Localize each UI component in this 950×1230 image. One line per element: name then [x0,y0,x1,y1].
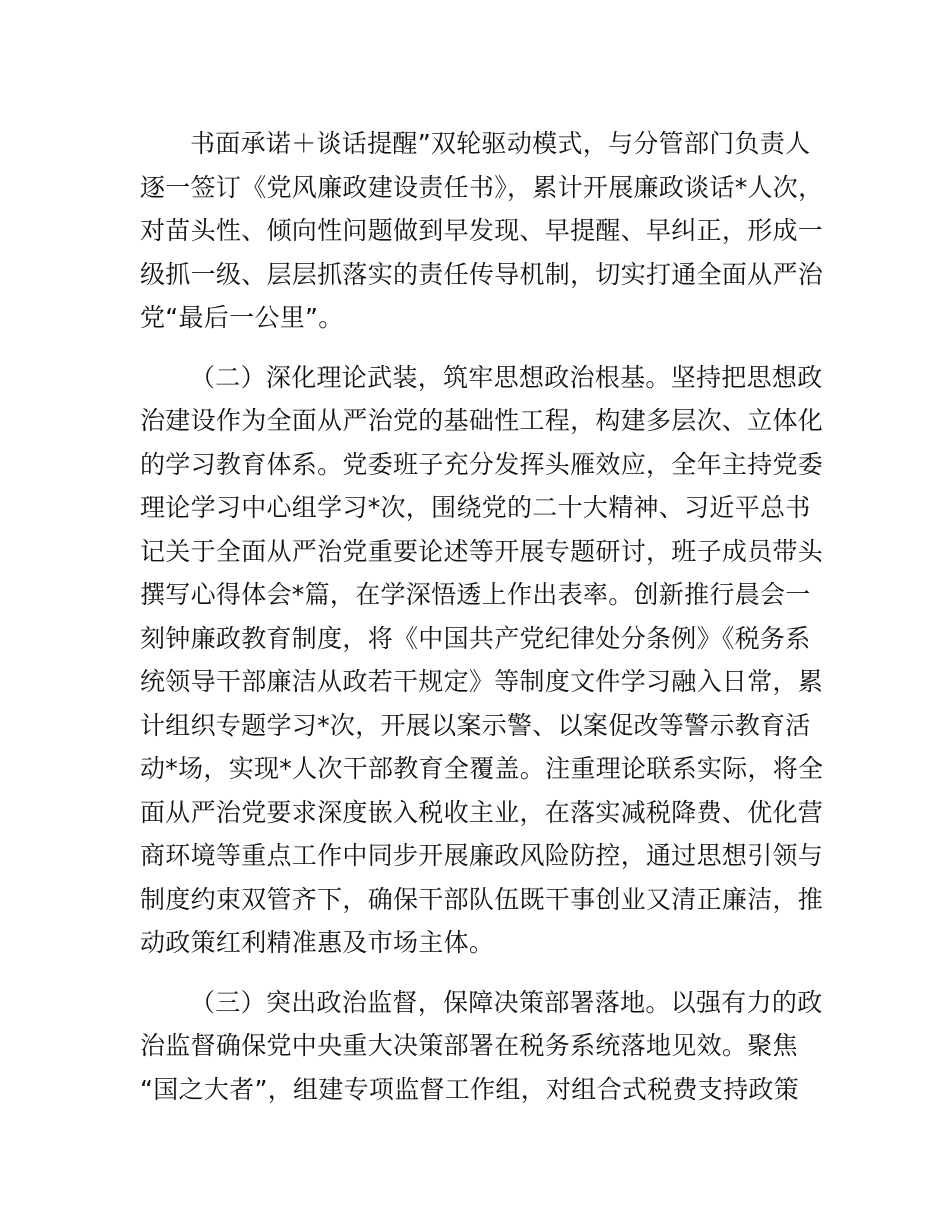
text-line: 理论学习中心组学习*次，围绕党的二十大精神、习近平总书 [140,493,811,522]
text-line: 党“最后一公里”。 [140,303,344,332]
document-body [140,122,824,1127]
paragraph-political-supervision [140,981,823,1112]
text-line: 记关于全面从严治党重要论述等开展专题研讨，班子成员带头 [140,536,824,566]
text-line: 制度约束双管齐下，确保干部队伍既干事创业又清正廉洁，推 [140,884,824,914]
text-line: 面从严治党要求深度嵌入税收主业，在落实减税降费、优化营 [140,797,824,827]
paragraph-theory-study [140,356,824,965]
text-line: （二）深化理论武装，筑牢思想政治根基。坚持把思想政 [190,362,823,392]
text-line: 对苗头性、倾向性问题做到早发现、早提醒、早纠正，形成一 [140,216,824,245]
text-line: 动政策红利精准惠及市场主体。 [140,928,495,957]
text-line: 治建设作为全面从严治党的基础性工程，构建多层次、立体化 [140,406,824,435]
text-line: 动*场，实现*人次干部教育全覆盖。注重理论联系实际，将全 [140,754,824,783]
text-line: 治监督确保党中央重大决策部署在税务系统落地见效。聚焦 [140,1031,798,1060]
text-line: 商环境等重点工作中同步开展廉政风险防控，通过思想引领与 [140,841,824,870]
paragraph-responsibility [140,122,824,340]
text-line: “国之大者”，组建专项监督工作组，对组合式税费支持政策 [140,1074,800,1104]
text-line: 撰写心得体会*篇，在学深悟透上作出表率。创新推行晨会一 [140,580,811,609]
text-line: 级抓一级、层层抓落实的责任传导机制，切实打通全面从严治 [140,259,824,289]
text-line: 的学习教育体系。党委班子充分发挥头雁效应，全年主持党委 [140,449,824,479]
text-line: 逐一签订《党风廉政建设责任书》，累计开展廉政谈话*人次， [140,172,824,202]
text-line: （三）突出政治监督，保障决策部署落地。以强有力的政 [190,987,823,1017]
text-line: 刻钟廉政教育制度，将《中国共产党纪律处分条例》《税务系 [140,623,811,653]
text-line: 书面承诺＋谈话提醒”双轮驱动模式，与分管部门负责人 [190,129,811,158]
text-line: 统领导干部廉洁从政若干规定》等制度文件学习融入日常，累 [140,667,824,696]
text-line: 计组织专题学习*次，开展以案示警、以案促改等警示教育活 [140,710,811,740]
